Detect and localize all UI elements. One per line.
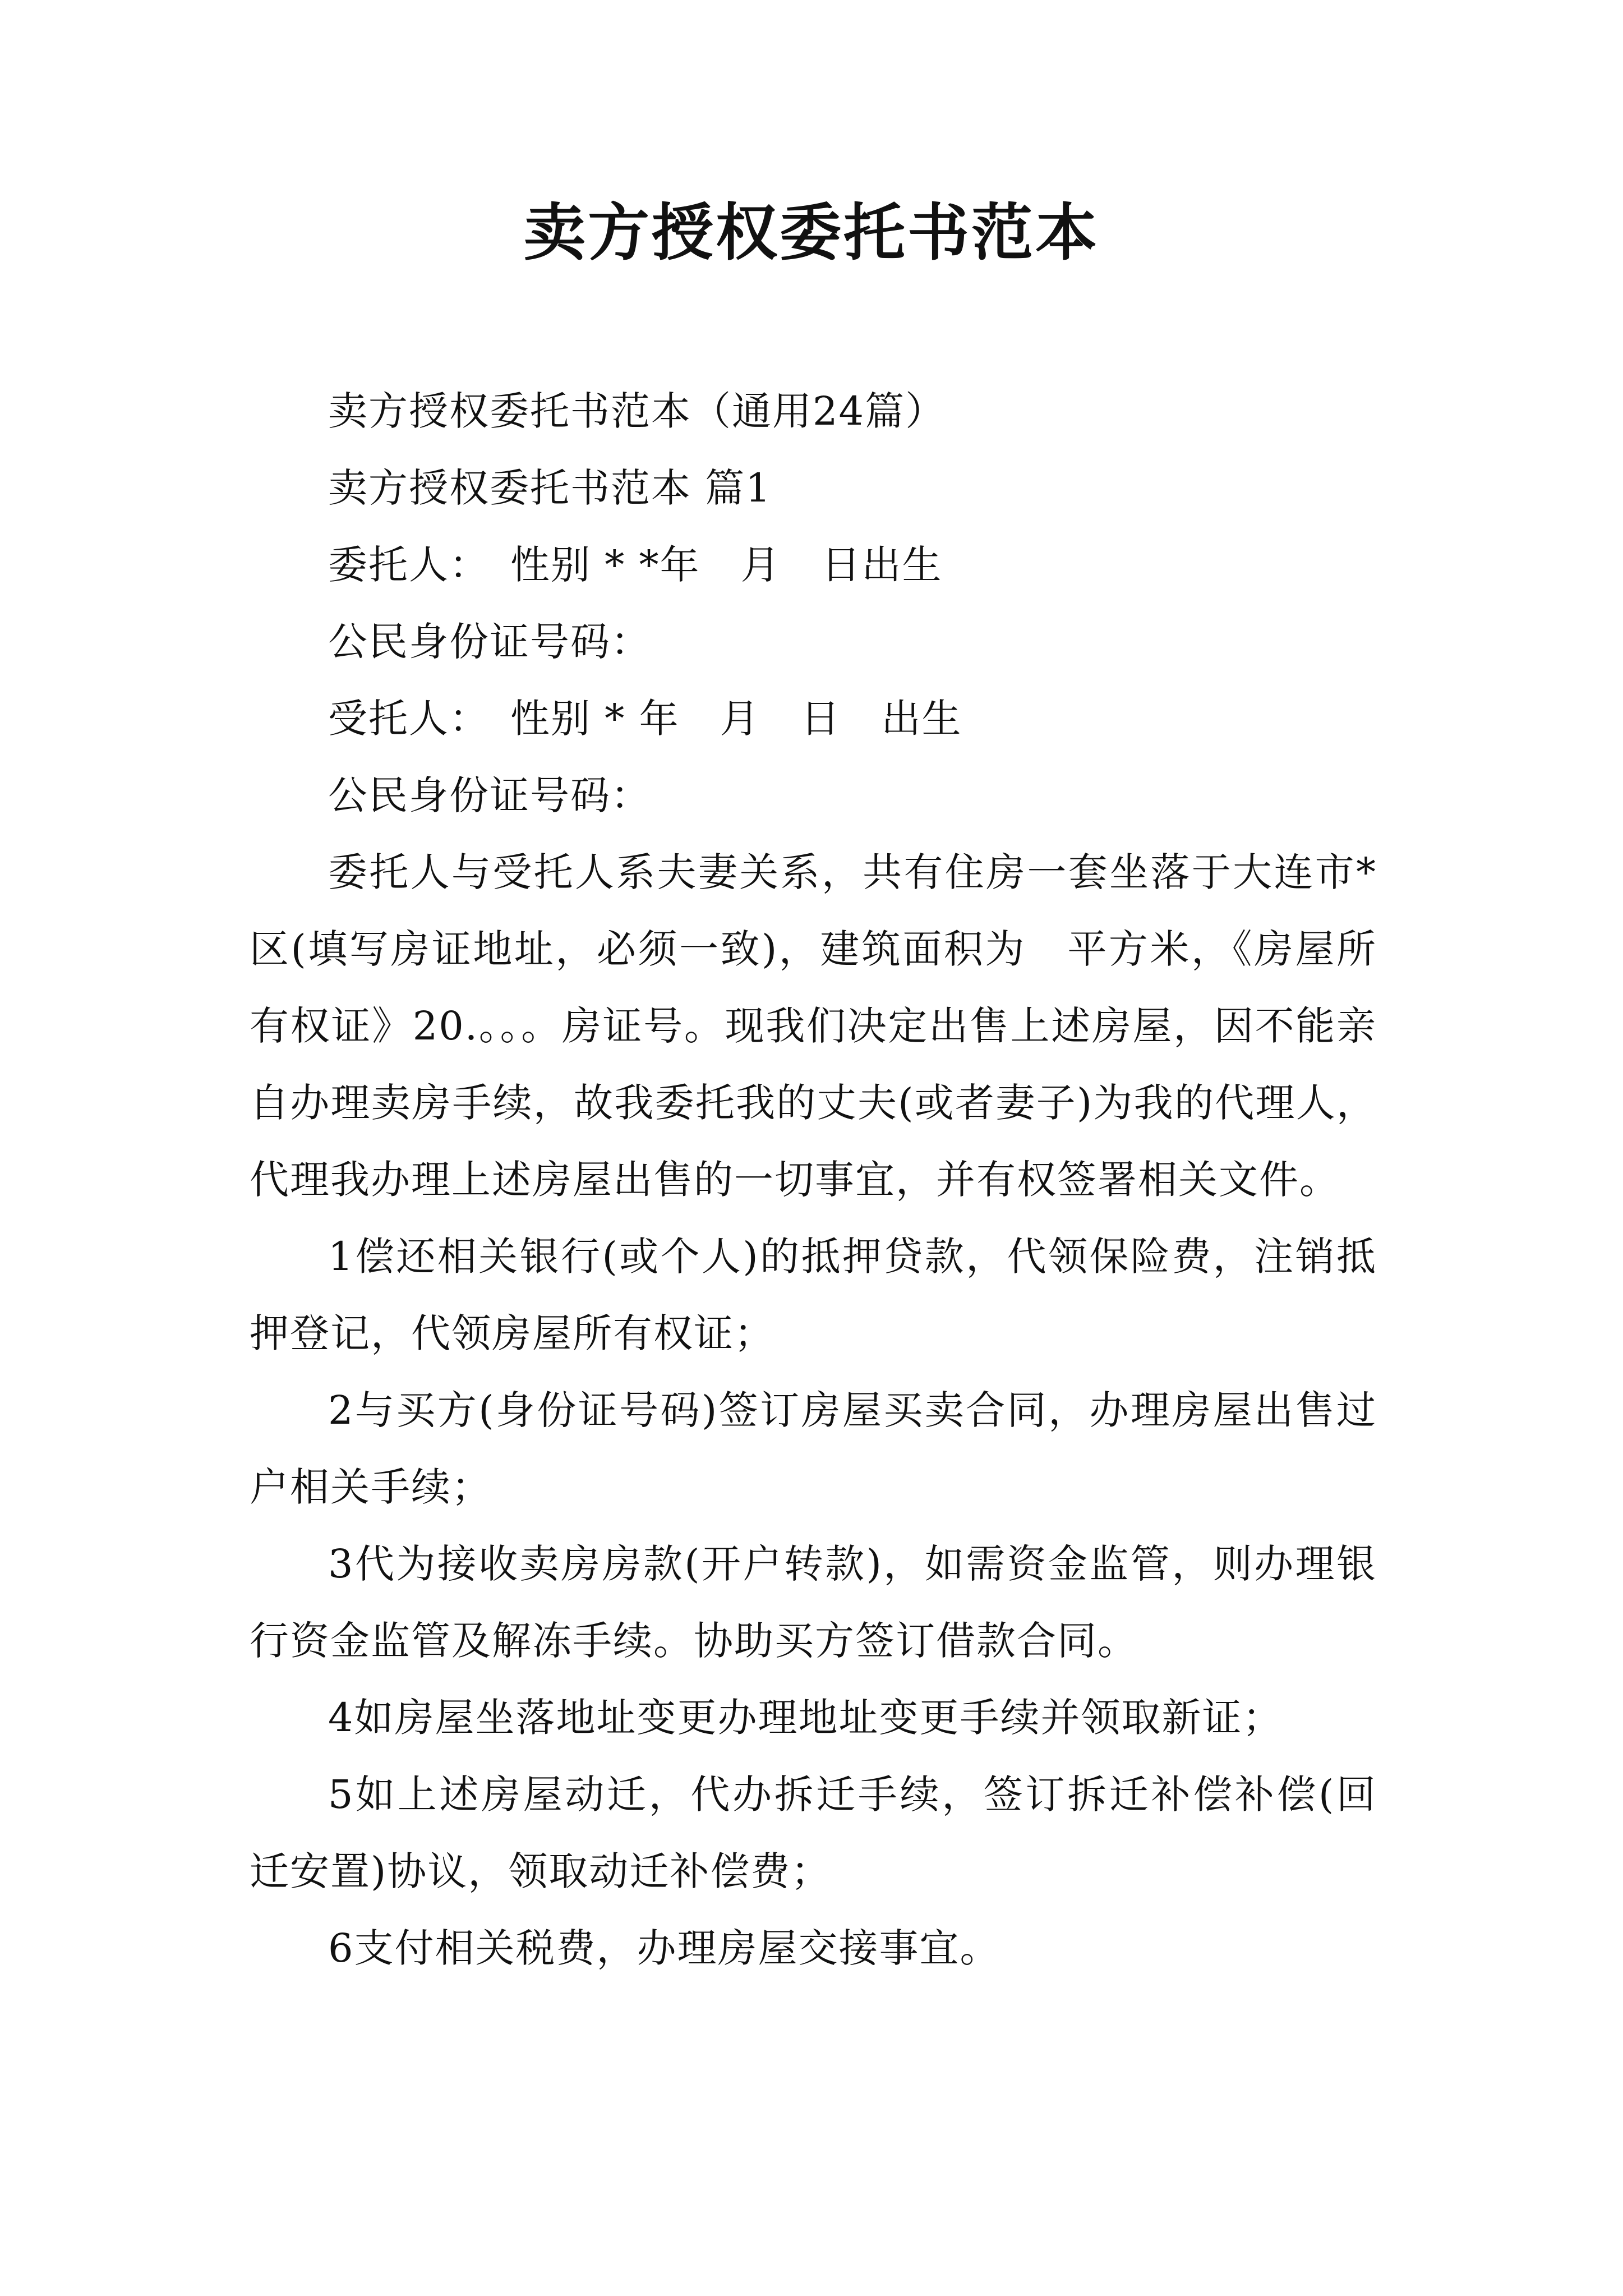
paragraph-item-5: 5如上述房屋动迁，代办拆迁手续，签订拆迁补偿补偿(回迁安置)协议，领取动迁补偿费； [250,1772,1377,1894]
paragraph-item-4: 4如房屋坐落地址变更办理地址变更手续并领取新证； [328,1695,1283,1741]
paragraph-agent-id: 公民身份证号码： [328,772,651,818]
paragraph-item-2: 2与买方(身份证号码)签订房屋买卖合同，办理房屋出售过户相关手续； [250,1387,1377,1510]
paragraph-statement: 委托人与受托人系夫妻关系，共有住房一套坐落于大连市*区(填写房证地址，必须一致)，建筑面积为 平方米，《房屋所有权证》20.。。。房证号。现我们决定出售上述房屋，因不能亲自办理卖房手续，故我委托我的丈夫(或者妻子)为我的代理人，代理我办理上述房屋出售的一切事宜，并有权签署相关文件。 [250,849,1377,1203]
paragraph-section-heading: 卖方授权委托书范本 篇1 [328,465,772,511]
paragraph-subtitle: 卖方授权委托书范本（通用24篇） [328,388,946,434]
paragraph-item-1: 1偿还相关银行(或个人)的抵押贷款，代领保险费，注销抵押登记，代领房屋所有权证； [250,1234,1377,1356]
document-title: 卖方授权委托书范本 [524,196,1099,269]
paragraph-item-6: 6支付相关税费，办理房屋交接事宜。 [328,1925,1000,1971]
paragraph-item-3: 3代为接收卖房房款(开户转款)，如需资金监管，则办理银行资金监管及解冻手续。协助买方签订借款合同。 [250,1541,1377,1664]
paragraph-principal-id: 公民身份证号码： [328,619,651,665]
paragraph-agent: 受托人： 性别 * 年 月 日 出生 [328,696,962,742]
paragraph-principal: 委托人： 性别 * *年 月 日出生 [328,542,943,588]
document-body [250,373,1377,1987]
